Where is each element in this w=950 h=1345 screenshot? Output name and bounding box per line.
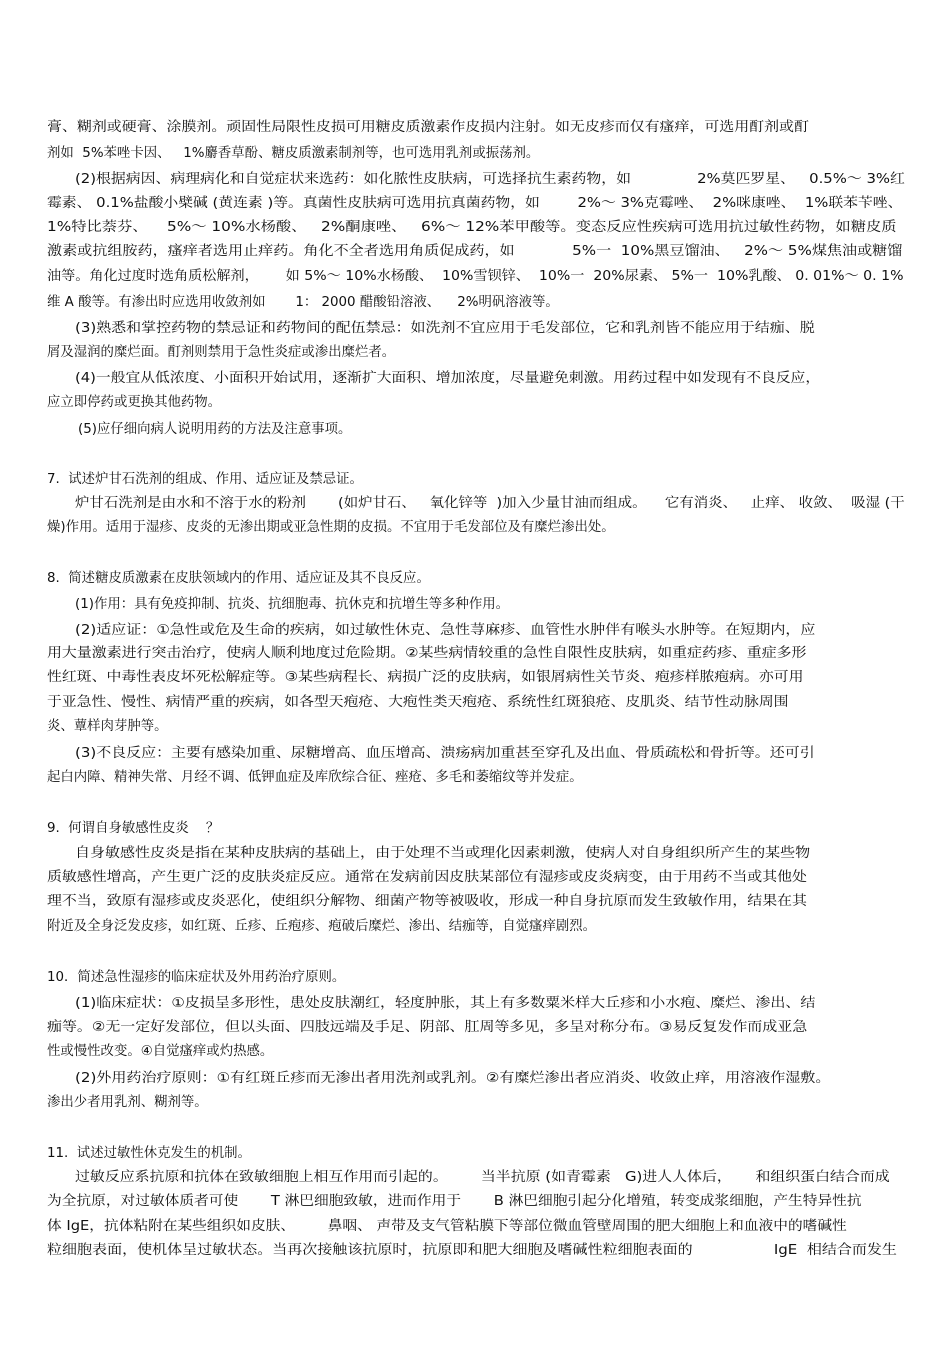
text-line: 膏、糊剂或硬膏、涂膜剂。顽固性局限性皮损可用糖皮质激素作皮损内注射。如无皮疹而仅有瘙痒，可选用酊剂或酊 <box>47 120 809 135</box>
text-line: 理不当，致原有湿疹或皮炎恶化，使组织分解物、细菌产物等被吸收，形成一种自身抗原而发生致敏作用，结果在其 <box>47 894 807 909</box>
text-line: 质敏感性增高，产生更广泛的皮肤炎症反应。通常在发病前因皮肤某部位有湿疹或皮炎病变，由于用药不当或其他处 <box>47 870 807 885</box>
text-line: (3)熟悉和掌控药物的禁忌证和药物间的配伍禁忌：如洗剂不宜应用于毛发部位，它和乳剂皆不能应用于结痂、脱 <box>75 321 815 336</box>
text-line: 粒细胞表面，使机体呈过敏状态。当再次接触该抗原时，抗原即和肥大细胞及嗜碱性粒细胞表面的 IgE 相结合而发生 <box>47 1243 897 1258</box>
text-line: 性或慢性改变。④自觉瘙痒或灼热感。 <box>47 1044 274 1059</box>
text-line: 应立即停药或更换其他药物。 <box>47 395 222 410</box>
text-line: 附近及全身泛发皮疹，如红斑、丘疹、丘疱疹、疱破后糜烂、渗出、结痂等，自觉瘙痒剧烈。 <box>47 919 597 934</box>
text-line: 剂如 5%苯唑卡因、 1%麝香草酚、糖皮质激素制剂等，也可选用乳剂或振荡剂。 <box>47 146 540 161</box>
text-line: (2)外用药治疗原则：①有红斑丘疹而无渗出者用洗剂或乳剂。②有糜烂渗出者应消炎、收敛止痒，用溶液作湿敷。 <box>75 1071 831 1086</box>
question-heading: 8. 简述糖皮质激素在皮肤领域内的作用、适应证及其不良反应。 <box>47 571 430 586</box>
text-line: 过敏反应系抗原和抗体在致敏细胞上相互作用而引起的。 当半抗原 (如青霉素 G)进人人体后， 和组织蛋白结合而成 <box>75 1170 890 1185</box>
text-line: 油等。角化过度时选角质松解剂， 如 5%～ 10%水杨酸、 10%雪钡锌、 10%一 20%尿素、 5%一 10%乳酸、 0. 01%～ 0. 1% <box>47 269 904 284</box>
question-heading: 10．简述急性湿疹的临床症状及外用药治疗原则。 <box>47 970 346 985</box>
text-line: 维 A 酸等。有渗出时应选用收敛剂如 1： 2000 醋酸铅溶液、 2%明矾溶液等。 <box>47 295 559 310</box>
text-line: 渗出少者用乳剂、糊剂等。 <box>47 1095 208 1110</box>
text-line: 自身敏感性皮炎是指在某种皮肤病的基础上，由于处理不当或理化因素刺激，使病人对自身组织所产生的某些物 <box>75 846 811 861</box>
text-line: 激素或抗组胺药，瘙痒者选用止痒药。角化不全者选用角质促成药，如 5%一 10%黑豆馏油、 2%～ 5%煤焦油或糖馏 <box>47 244 903 259</box>
text-line: 炎、蕈样肉芽肿等。 <box>47 719 168 734</box>
text-line: 为全抗原，对过敏体质者可使 T 淋巴细胞致敏，进而作用于 B 淋巴细胞引起分化增殖，转变成浆细胞，产生特异性抗 <box>47 1194 862 1209</box>
text-line: (4)一般宜从低浓度、小面积开始试用，逐渐扩大面积、增加浓度，尽量避免刺激。用药过程中如发现有不良反应， <box>75 371 821 386</box>
text-line: 霉素、 0.1%盐酸小檗碱 (黄连素 )等。真菌性皮肤病可选用抗真菌药物，如 2%～ 3%克霉唑、 2%咪康唑、 1%联苯苄唑、 <box>47 196 903 211</box>
text-line: (1)作用：具有免疫抑制、抗炎、抗细胞毒、抗休克和抗增生等多种作用。 <box>75 597 510 612</box>
text-line: 起白内障、精神失常、月经不调、低钾血症及库欣综合征、痤疮、多毛和萎缩纹等并发症。 <box>47 770 583 785</box>
text-line: 体 IgE，抗体粘附在某些组织如皮肤、 鼻咽、 声带及支气管粘膜下等部位微血管壁周围的肥大细胞上和血液中的嗜碱性 <box>47 1219 847 1234</box>
text-line: 用大量激素进行突击治疗，使病人顺利地度过危险期。②某些病情较重的急性自限性皮肤病，如重症药疹、重症多形 <box>47 646 807 661</box>
question-heading: 9. 何谓自身敏感性皮炎 ？ <box>47 821 220 836</box>
text-line: 于亚急性、慢性、病情严重的疾病，如各型天疱疮、大疱性类天疱疮、系统性红斑狼疮、皮肌炎、结节性动脉周围 <box>47 695 789 710</box>
text-line: 炉甘石洗剂是由水和不溶于水的粉剂 (如炉甘石、 氧化锌等 )加入少量甘油而组成。 它有消炎、 止痒、 收敛、 吸湿 (干 <box>75 496 905 511</box>
text-line: 燥)作用。适用于湿疹、皮炎的无渗出期或亚急性期的皮损。不宜用于毛发部位及有糜烂渗出处。 <box>47 520 615 535</box>
question-heading: 11. 试述过敏性休克发生的机制。 <box>47 1146 251 1161</box>
text-line: (2)适应证：①急性或危及生命的疾病，如过敏性休克、急性荨麻疹、血管性水肿伴有喉头水肿等。在短期内，应 <box>75 623 816 638</box>
text-line: 1%特比萘芬、 5%～ 10%水杨酸、 2%酮康唑、 6%～ 12%苯甲酸等。变态反应性疾病可选用抗过敏性药物，如糖皮质 <box>47 220 897 235</box>
text-line: (2)根据病因、病理病化和自觉症状来选药：如化脓性皮肤病，可选择抗生素药物，如 2%莫匹罗星、 0.5%～ 3%红 <box>75 172 905 187</box>
text-line: (3)不良反应：主要有感染加重、尿糖增高、血压增高、溃疡病加重甚至穿孔及出血、骨质疏松和骨折等。还可引 <box>75 746 815 761</box>
text-line: (1)临床症状：①皮损呈多形性，患处皮肤潮红，轻度肿胀，其上有多数粟米样大丘疹和小水疱、糜烂、渗出、结 <box>75 996 816 1011</box>
text-line: (5)应仔细向病人说明用药的方法及注意事项。 <box>78 422 352 437</box>
text-line: 性红斑、中毒性表皮坏死松解症等。③某些病程长、病损广泛的皮肤病，如银屑病性关节炎、疱疹样脓疱病。亦可用 <box>47 670 804 685</box>
text-line: 痂等。②无一定好发部位，但以头面、四肢远端及手足、阴部、肛周等多见，多呈对称分布。③易反复发作而成亚急 <box>47 1020 808 1035</box>
text-line: 屑及湿润的糜烂面。酊剂则禁用于急性炎症或渗出糜烂者。 <box>47 345 396 360</box>
question-heading: 7. 试述炉甘石洗剂的组成、作用、适应证及禁忌证。 <box>47 472 363 487</box>
